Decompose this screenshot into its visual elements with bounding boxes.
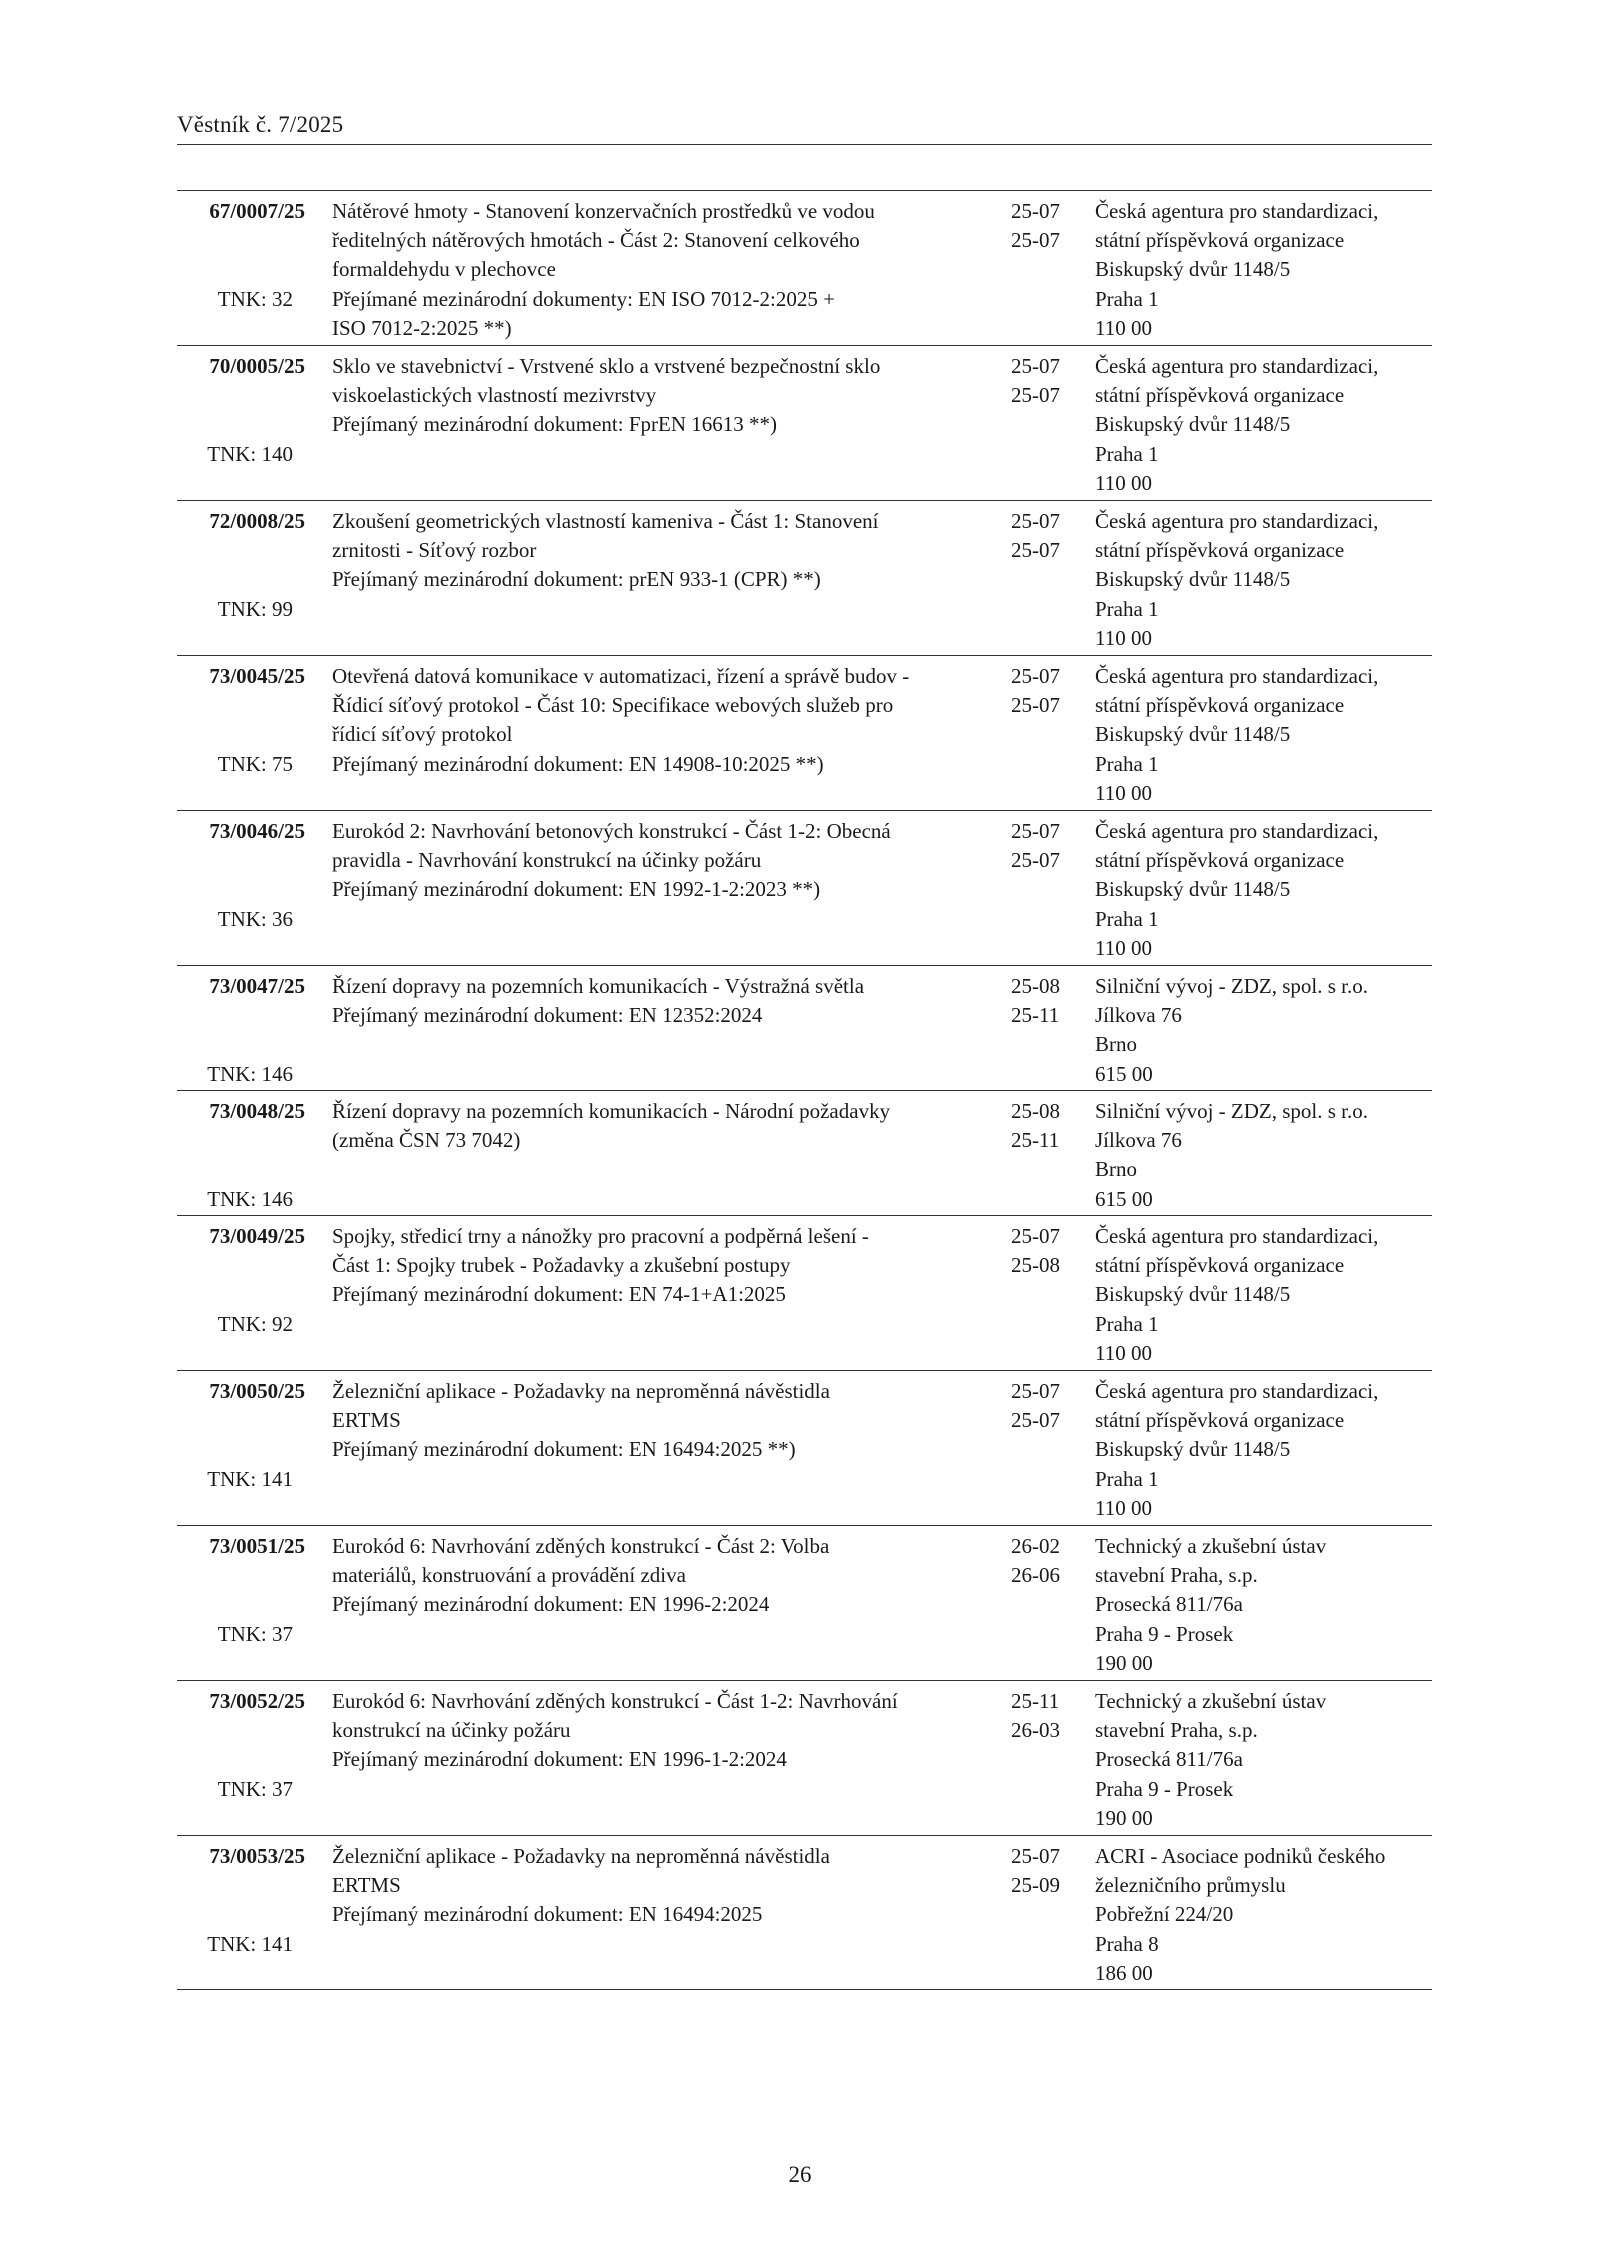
address-line: Česká agentura pro standardizaci, [1095, 1379, 1379, 1403]
description-line: ERTMS [332, 1873, 401, 1898]
dates [1011, 352, 1091, 410]
dates [1011, 1222, 1091, 1280]
date-value: 25-07 [1011, 664, 1060, 688]
table-row [177, 810, 1432, 965]
description-line: Eurokód 6: Navrhování zděných konstrukcí - Část 2: Volba [332, 1534, 830, 1558]
standard-description [332, 1687, 1022, 1775]
registration-number: 73/0046/25 [209, 819, 305, 843]
table-row [177, 655, 1432, 810]
table-row [177, 1215, 1432, 1370]
date-value: 25-07 [1011, 693, 1060, 718]
description-line: ISO 7012-2:2025 **) [332, 315, 512, 340]
tnk-label: TNK: 99 [217, 596, 293, 621]
standard-description [332, 507, 1022, 595]
date-value: 26-06 [1011, 1563, 1060, 1588]
description-line: Přejímaný mezinárodní dokument: EN 1992-1-2:2023 **) [332, 877, 821, 902]
address-line: 615 00 [1095, 1186, 1153, 1211]
processor-address [1095, 1377, 1435, 1523]
date-value: 25-07 [1011, 1408, 1060, 1433]
address-line: 190 00 [1095, 1805, 1153, 1830]
registration-number: 70/0005/25 [209, 354, 305, 378]
description-line: Část 1: Spojky trubek - Požadavky a zkušební postupy [332, 1253, 791, 1278]
address-line: státní příspěvková organizace [1095, 848, 1345, 873]
dates [1011, 972, 1091, 1030]
address-line: Prosecká 811/76a [1095, 1747, 1243, 1772]
address-line: Praha 1 [1095, 751, 1159, 776]
standard-description [332, 1842, 1022, 1930]
description-line: Řízení dopravy na pozemních komunikacích - Národní požadavky [332, 1099, 891, 1123]
address-line: státní příspěvková organizace [1095, 538, 1345, 563]
tnk-label: TNK: 146 [207, 1186, 293, 1211]
dates [1011, 1842, 1091, 1900]
address-line: Praha 1 [1095, 441, 1159, 466]
registration-number: 73/0047/25 [209, 974, 305, 998]
address-line: státní příspěvková organizace [1095, 228, 1345, 253]
address-line: Biskupský dvůr 1148/5 [1095, 877, 1291, 902]
date-value: 25-09 [1011, 1873, 1060, 1898]
address-line: železničního průmyslu [1095, 1873, 1286, 1898]
address-line: Praha 1 [1095, 906, 1159, 931]
description-line: Řídicí síťový protokol - Část 10: Specifikace webových služeb pro [332, 693, 894, 718]
address-line: státní příspěvková organizace [1095, 1408, 1345, 1433]
address-line: Jílkova 76 [1095, 1128, 1182, 1153]
description-line: Přejímaný mezinárodní dokument: EN 1996-1-2:2024 [332, 1747, 787, 1772]
dates [1011, 1687, 1091, 1745]
table-row [177, 500, 1432, 655]
processor-address [1095, 1097, 1435, 1214]
description-line: konstrukcí na účinky požáru [332, 1718, 571, 1743]
address-line: stavební Praha, s.p. [1095, 1563, 1258, 1588]
description-line: Eurokód 6: Navrhování zděných konstrukcí - Část 1-2: Navrhování [332, 1689, 898, 1713]
registration-number: 67/0007/25 [209, 199, 305, 223]
registration-number: 73/0053/25 [209, 1844, 305, 1868]
date-value: 25-08 [1011, 1253, 1060, 1278]
address-line: Technický a zkušební ústav [1095, 1534, 1327, 1558]
description-line: Železniční aplikace - Požadavky na neproměnná návěstidla [332, 1844, 830, 1868]
description-line: Sklo ve stavebnictví - Vrstvené sklo a vrstvené bezpečnostní sklo [332, 354, 881, 378]
header-rule [177, 144, 1432, 145]
address-line: Prosecká 811/76a [1095, 1592, 1243, 1617]
processor-address [1095, 507, 1435, 653]
description-line: ředitelných nátěrových hmotách - Část 2: Stanovení celkového [332, 228, 860, 253]
description-line: Přejímaný mezinárodní dokument: EN 1996-2:2024 [332, 1592, 770, 1617]
dates [1011, 507, 1091, 565]
table-row [177, 965, 1432, 1090]
registration-number: 73/0048/25 [209, 1099, 305, 1123]
tnk-label: TNK: 37 [217, 1776, 293, 1801]
description-line: Přejímaný mezinárodní dokument: EN 16494:2025 **) [332, 1437, 796, 1462]
table-row [177, 345, 1432, 500]
processor-address [1095, 972, 1435, 1089]
address-line: státní příspěvková organizace [1095, 383, 1345, 408]
address-line: Česká agentura pro standardizaci, [1095, 509, 1379, 533]
address-line: Praha 1 [1095, 596, 1159, 621]
tnk-label: TNK: 146 [207, 1061, 293, 1086]
processor-address [1095, 197, 1435, 343]
tnk-label: TNK: 92 [217, 1311, 293, 1336]
standard-description [332, 1532, 1022, 1620]
address-line: Praha 9 - Prosek [1095, 1621, 1234, 1646]
address-line: 110 00 [1095, 1495, 1152, 1520]
tnk-label: TNK: 141 [207, 1466, 293, 1491]
address-line: Brno [1095, 1157, 1137, 1182]
address-line: Česká agentura pro standardizaci, [1095, 1224, 1379, 1248]
address-line: 110 00 [1095, 1340, 1152, 1365]
address-line: Biskupský dvůr 1148/5 [1095, 722, 1291, 747]
processor-address [1095, 1532, 1435, 1678]
tnk-label: TNK: 140 [207, 441, 293, 466]
address-line: ACRI - Asociace podniků českého [1095, 1844, 1386, 1868]
registration-number: 72/0008/25 [209, 509, 305, 533]
standard-description [332, 1377, 1022, 1465]
tnk-label: TNK: 75 [217, 751, 293, 776]
dates [1011, 817, 1091, 875]
description-line: materiálů, konstruování a provádění zdiva [332, 1563, 686, 1588]
date-value: 25-08 [1011, 1099, 1060, 1123]
address-line: Česká agentura pro standardizaci, [1095, 354, 1379, 378]
processor-address [1095, 817, 1435, 963]
tnk-label: TNK: 32 [217, 286, 293, 311]
description-line: zrnitosti - Síťový rozbor [332, 538, 537, 563]
processor-address [1095, 1222, 1435, 1368]
address-line: státní příspěvková organizace [1095, 693, 1345, 718]
description-line: Přejímaný mezinárodní dokument: prEN 933-1 (CPR) **) [332, 567, 821, 592]
standard-description [332, 197, 1022, 343]
description-line: Přejímaný mezinárodní dokument: FprEN 16613 **) [332, 412, 778, 437]
standard-description [332, 1097, 1022, 1155]
description-line: Otevřená datová komunikace v automatizaci, řízení a správě budov - [332, 664, 910, 688]
address-line: Biskupský dvůr 1148/5 [1095, 567, 1291, 592]
tnk-label: TNK: 37 [217, 1621, 293, 1646]
date-value: 25-07 [1011, 199, 1060, 223]
page-number: 26 [788, 2162, 812, 2187]
address-line: Biskupský dvůr 1148/5 [1095, 257, 1291, 282]
tnk-label: TNK: 36 [217, 906, 293, 931]
registration-number: 73/0052/25 [209, 1689, 305, 1713]
description-line: Nátěrové hmoty - Stanovení konzervačních prostředků ve vodou [332, 199, 875, 223]
bulletin-header: Věstník č. 7/2025 [177, 112, 344, 137]
date-value: 26-02 [1011, 1534, 1060, 1558]
address-line: 110 00 [1095, 315, 1152, 340]
description-line: formaldehydu v plechovce [332, 257, 556, 282]
address-line: Pobřežní 224/20 [1095, 1902, 1234, 1927]
address-line: Česká agentura pro standardizaci, [1095, 819, 1379, 843]
address-line: Praha 1 [1095, 1466, 1159, 1491]
standard-description [332, 662, 1022, 779]
description-line: Spojky, středicí trny a nánožky pro pracovní a podpěrná lešení - [332, 1224, 869, 1248]
date-value: 25-11 [1011, 1003, 1060, 1028]
address-line: Biskupský dvůr 1148/5 [1095, 1282, 1291, 1307]
address-line: Technický a zkušební ústav [1095, 1689, 1327, 1713]
date-value: 25-11 [1011, 1689, 1060, 1713]
dates [1011, 662, 1091, 720]
address-line: Praha 8 [1095, 1931, 1159, 1956]
processor-address [1095, 352, 1435, 498]
address-line: 110 00 [1095, 470, 1152, 495]
processor-address [1095, 1842, 1435, 1988]
address-line: 110 00 [1095, 780, 1152, 805]
description-line: Přejímaný mezinárodní dokument: EN 16494:2025 [332, 1902, 763, 1927]
address-line: Česká agentura pro standardizaci, [1095, 664, 1379, 688]
date-value: 25-07 [1011, 509, 1060, 533]
address-line: Silniční vývoj - ZDZ, spol. s r.o. [1095, 1099, 1368, 1123]
date-value: 25-08 [1011, 974, 1060, 998]
address-line: Praha 1 [1095, 1311, 1159, 1336]
date-value: 25-07 [1011, 383, 1060, 408]
address-line: Biskupský dvůr 1148/5 [1095, 412, 1291, 437]
tnk-label: TNK: 141 [207, 1931, 293, 1956]
date-value: 26-03 [1011, 1718, 1060, 1743]
description-line: ERTMS [332, 1408, 401, 1433]
registration-number: 73/0050/25 [209, 1379, 305, 1403]
description-line: (změna ČSN 73 7042) [332, 1128, 521, 1153]
table-row [177, 1835, 1432, 1990]
table-row [177, 1525, 1432, 1680]
date-value: 25-07 [1011, 819, 1060, 843]
description-line: Přejímaný mezinárodní dokument: EN 14908-10:2025 **) [332, 751, 824, 776]
description-line: Přejímané mezinárodní dokumenty: EN ISO 7012-2:2025 + [332, 286, 835, 311]
dates [1011, 1532, 1091, 1590]
description-line: viskoelastických vlastností mezivrstvy [332, 383, 657, 408]
standard-description [332, 1222, 1022, 1310]
dates [1011, 1377, 1091, 1435]
date-value: 25-07 [1011, 538, 1060, 563]
address-line: 110 00 [1095, 625, 1152, 650]
date-value: 25-07 [1011, 848, 1060, 873]
description-line: pravidla - Navrhování konstrukcí na účinky požáru [332, 848, 762, 873]
description-line: Eurokód 2: Navrhování betonových konstrukcí - Část 1-2: Obecná [332, 819, 891, 843]
date-value: 25-07 [1011, 228, 1060, 253]
registration-number: 73/0051/25 [209, 1534, 305, 1558]
address-line: Biskupský dvůr 1148/5 [1095, 1437, 1291, 1462]
description-line: Přejímaný mezinárodní dokument: EN 12352:2024 [332, 1003, 763, 1028]
table-row [177, 1090, 1432, 1215]
dates [1011, 1097, 1091, 1155]
date-value: 25-07 [1011, 1224, 1060, 1248]
standard-description [332, 817, 1022, 905]
description-line: řídicí síťový protokol [332, 722, 513, 747]
address-line: Praha 9 - Prosek [1095, 1776, 1234, 1801]
table-row [177, 1370, 1432, 1525]
date-value: 25-11 [1011, 1128, 1060, 1153]
processor-address [1095, 1687, 1435, 1833]
description-line: Železniční aplikace - Požadavky na neproměnná návěstidla [332, 1379, 830, 1403]
description-line: Zkoušení geometrických vlastností kameniva - Část 1: Stanovení [332, 509, 879, 533]
date-value: 25-07 [1011, 1379, 1060, 1403]
address-line: 186 00 [1095, 1960, 1153, 1985]
address-line: státní příspěvková organizace [1095, 1253, 1345, 1278]
dates [1011, 197, 1091, 255]
address-line: Brno [1095, 1032, 1137, 1057]
table-row [177, 1680, 1432, 1835]
address-line: Jílkova 76 [1095, 1003, 1182, 1028]
standards-table [177, 190, 1432, 1990]
address-line: 110 00 [1095, 935, 1152, 960]
address-line: stavební Praha, s.p. [1095, 1718, 1258, 1743]
standard-description [332, 972, 1022, 1030]
address-line: 190 00 [1095, 1650, 1153, 1675]
address-line: Česká agentura pro standardizaci, [1095, 199, 1379, 223]
registration-number: 73/0045/25 [209, 664, 305, 688]
date-value: 25-07 [1011, 1844, 1060, 1868]
address-line: 615 00 [1095, 1061, 1153, 1086]
date-value: 25-07 [1011, 354, 1060, 378]
description-line: Řízení dopravy na pozemních komunikacích - Výstražná světla [332, 974, 865, 998]
processor-address [1095, 662, 1435, 808]
description-line: Přejímaný mezinárodní dokument: EN 74-1+A1:2025 [332, 1282, 786, 1307]
registration-number: 73/0049/25 [209, 1224, 305, 1248]
table-row [177, 190, 1432, 345]
address-line: Silniční vývoj - ZDZ, spol. s r.o. [1095, 974, 1368, 998]
standard-description [332, 352, 1022, 440]
address-line: Praha 1 [1095, 286, 1159, 311]
